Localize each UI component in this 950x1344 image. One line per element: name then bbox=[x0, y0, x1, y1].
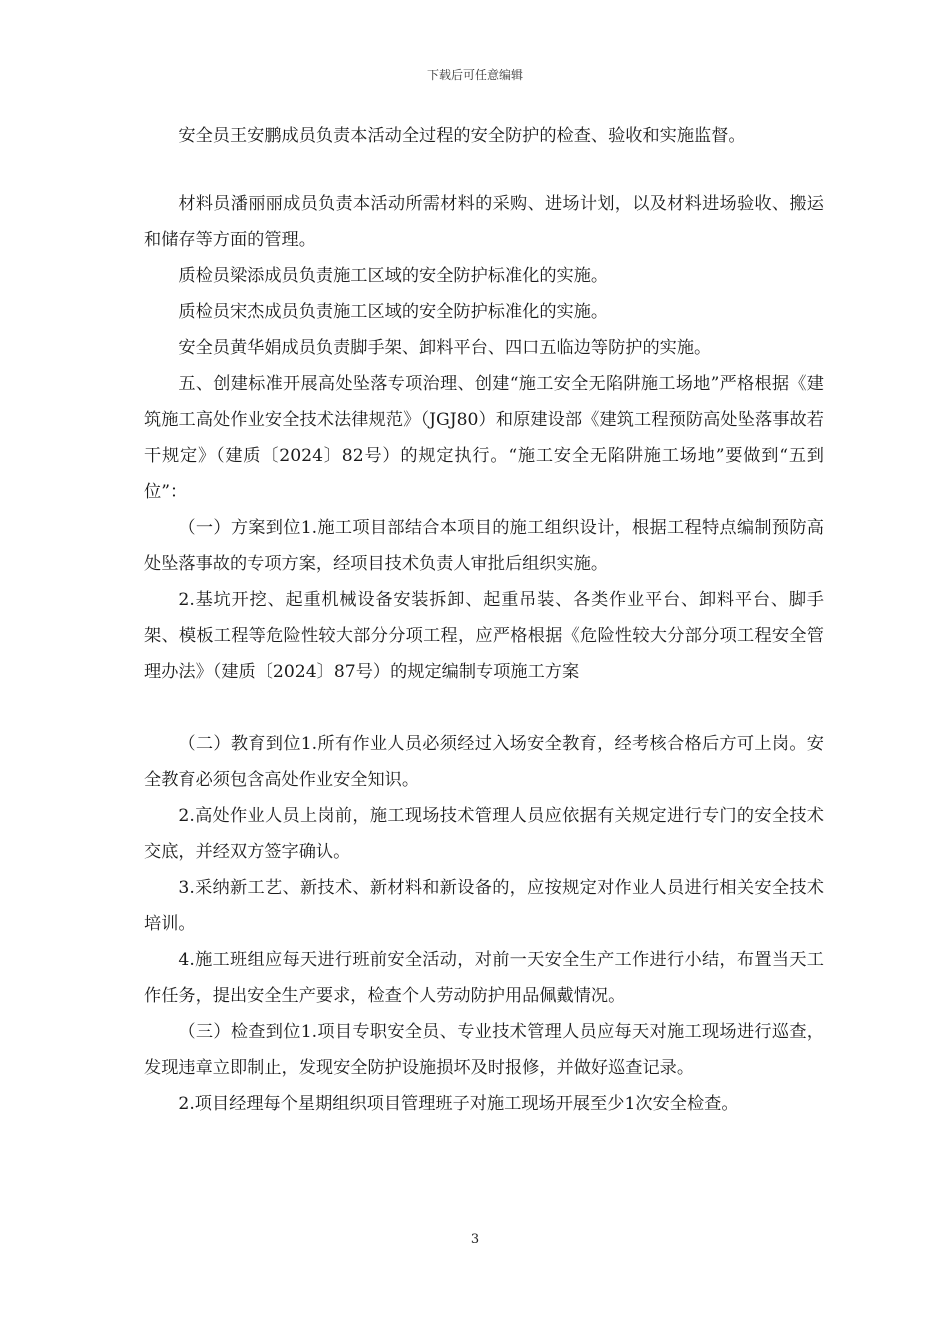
paragraph-section-five: 五、创建标准开展高处坠落专项治理、创建“施工安全无陷阱施工场地”严格根据《建筑施工高处作业安全技术法律规范》（JGJ80）和原建设部《建筑工程预防高处坠落事故若干规定》（建质〔2024〕82号）的规定执行。“施工安全无陷阱施工场地”要做到“五到位”： bbox=[144, 374, 824, 502]
page-header-note: 下载后可任意编辑 bbox=[426, 68, 523, 82]
paragraph-quality-inspector-song: 质检员宋杰成员负责施工区域的安全防护标准化的实施。 bbox=[178, 302, 609, 322]
page-number: 3 bbox=[470, 1232, 480, 1247]
paragraph-plan-in-place: （一）方案到位1.施工项目部结合本项目的施工组织设计，根据工程特点编制预防高处坠落事故的专项方案，经项目技术负责人审批后组织实施。 bbox=[144, 518, 824, 574]
paragraph-technical-briefing: 2.高处作业人员上岗前，施工现场技术管理人员应依据有关规定进行专门的安全技术交底，并经双方签字确认。 bbox=[144, 806, 824, 862]
paragraph-safety-officer-wang: 安全员王安鹏成员负责本活动全过程的安全防护的检查、验收和实施监督。 bbox=[178, 126, 746, 146]
paragraph-safety-officer-huang: 安全员黄华娟成员负责脚手架、卸料平台、四口五临边等防护的实施。 bbox=[178, 338, 712, 358]
paragraph-new-technology-training: 3.采纳新工艺、新技术、新材料和新设备的，应按规定对作业人员进行相关安全技术培训。 bbox=[144, 878, 824, 934]
paragraph-weekly-inspection: 2.项目经理每个星期组织项目管理班子对施工现场开展至少1次安全检查。 bbox=[178, 1094, 739, 1114]
paragraph-inspection-in-place: （三）检查到位1.项目专职安全员、专业技术管理人员应每天对施工现场进行巡查，发现违章立即制止，发现安全防护设施损坏及时报修，并做好巡查记录。 bbox=[144, 1022, 824, 1078]
paragraph-education-in-place: （二）教育到位1.所有作业人员必须经过入场安全教育，经考核合格后方可上岗。安全教育必须包含高处作业安全知识。 bbox=[144, 734, 824, 790]
paragraph-quality-inspector-liang: 质检员梁添成员负责施工区域的安全防护标准化的实施。 bbox=[178, 266, 609, 286]
document-body bbox=[144, 118, 824, 1122]
paragraph-materials-officer: 材料员潘丽丽成员负责本活动所需材料的采购、进场计划，以及材料进场验收、搬运和储存等方面的管理。 bbox=[144, 194, 824, 250]
paragraph-hazardous-works: 2.基坑开挖、起重机械设备安装拆卸、起重吊装、各类作业平台、卸料平台、脚手架、模板工程等危险性较大部分分项工程，应严格根据《危险性较大分部分项工程安全管理办法》（建质〔2024〕87号）的规定编制专项施工方案 bbox=[144, 590, 824, 682]
paragraph-daily-team-activity: 4.施工班组应每天进行班前安全活动，对前一天安全生产工作进行小结，布置当天工作任务，提出安全生产要求，检查个人劳动防护用品佩戴情况。 bbox=[144, 950, 824, 1006]
